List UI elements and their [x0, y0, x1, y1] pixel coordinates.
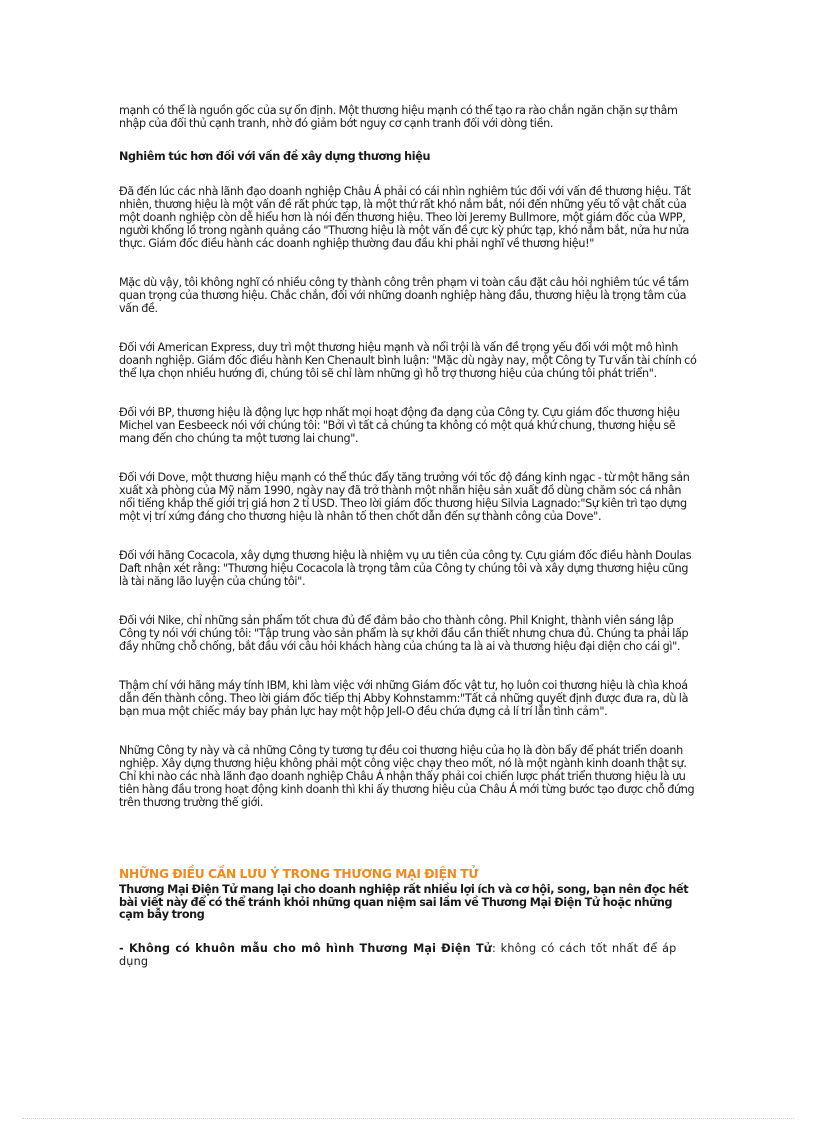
section-heading: Nghiêm túc hơn đối với vấn đề xây dựng thương hiệu	[119, 150, 431, 163]
body-paragraph: Mặc dù vậy, tôi không nghĩ có nhiều công ty thành công trên phạm vi toàn cầu đặt câu hỏi nghiêm túc về tầm quan trọng của thương hiệu. Chắc chắn, đối với những doanh nghiệp hàng đầu, thương hiệu là trọng tâm của vấn đề.	[119, 276, 689, 315]
body-paragraph: Đối với Dove, một thương hiệu mạnh có thể thúc đẩy tăng trưởng với tốc độ đáng kinh ngạc - từ một hãng sản xuất xà phòng của Mỹ năm 1990, ngày nay đã trở thành một nhãn hiệu sản xuất đồ dùng chăm sóc cá nhân nổi tiếng khắp thế giới trị giá hơn 2 tỉ USD. Theo lời giám đốc thương hiệu Silvia Lagnado:"Sự kiên trì tạo dựng một vị trí xứng đáng cho thương hiệu là nhân tố then chốt dẫn đến sự thành công của Dove".	[119, 471, 690, 523]
ecommerce-bullet	[119, 942, 699, 968]
ecommerce-title: NHỮNG ĐIỀU CẦN LƯU Ý TRONG THƯƠNG MẠI ĐIỆN TỬ	[119, 867, 479, 881]
body-paragraph: Đã đến lúc các nhà lãnh đạo doanh nghiệp Châu Á phải có cái nhìn nghiêm túc đối với vấn đề thương hiệu. Tất nhiên, thương hiệu là một vấn đề rất phức tạp, là một thứ rất khó nắm bắt, nói đến những yếu tố vật chất của một doanh nghiệp còn dễ hiểu hơn là nói đến thương hiệu. Theo lời Jeremy Bullmore, một giám đốc của WPP, người khổng lồ trong ngành quảng cáo "Thương hiệu là một vấn đề cực kỳ phức tạp, khó nắm bắt, nửa hư nửa thực. Giám đốc điều hành các doanh nghiệp thường đau đầu khi phải nghĩ về thương hiệu!"	[119, 185, 691, 250]
body-paragraph: Đối với hãng Cocacola, xây dựng thương hiệu là nhiệm vụ ưu tiên của công ty. Cựu giám đốc điều hành Doulas Daft nhận xét rằng: "Thương hiệu Cocacola là trọng tâm của Công ty chúng tôi và xây dựng thương hiệu cũng là tài năng lão luyện của chúng tôi".	[119, 549, 692, 588]
body-paragraph: Thậm chí với hãng máy tính IBM, khi làm việc với những Giám đốc vật tư, họ luôn coi thương hiệu là chìa khoá dẫn đến thành công. Theo lời giám đốc tiếp thị Abby Kohnstamm:"Tất cả những quyết định được đưa ra, dù là bạn mua một chiếc máy bay phản lực hay một hộp Jell-O đều chứa đựng cả lí trí lẫn tình cảm".	[119, 679, 689, 718]
bullet-rest-text: : không có cách tốt nhất để áp dụng	[119, 941, 677, 968]
ecommerce-intro: Thương Mại Điện Tử mang lại cho doanh nghiệp rất nhiều lợi ích và cơ hội, song, bạn nên đọc hết bài viết này để có thể tránh khỏi những quan niệm sai lầm về Thương Mại Điện Tử hoặc những cạm bẫy trong	[119, 883, 689, 921]
document-page	[119, 96, 699, 968]
body-paragraph: Những Công ty này và cả những Công ty tương tự đều coi thương hiệu của họ là đòn bẩy để phát triển doanh nghiệp. Xây dựng thương hiệu không phải một công việc chạy theo mốt, nó là một ngành kinh doanh thật sự. Chỉ khi nào các nhà lãnh đạo doanh nghiệp Châu Á nhận thấy phải coi chiến lược phát triển thương hiệu là ưu tiên hàng đầu trong hoạt động kinh doanh thì khi ấy thương hiệu của Châu Á mới từng bước tạo được chỗ đứng trên thương trường thế giới.	[119, 744, 695, 809]
body-paragraph: Đối với Nike, chỉ những sản phẩm tốt chưa đủ để đảm bảo cho thành công. Phil Knight, thành viên sáng lập Công ty nói với chúng tôi: "Tập trung vào sản phẩm là sự khởi đầu cần thiết nhưng chưa đủ. Chúng ta phải lấp đầy những chỗ chống, bắt đầu với câu hỏi khách hàng của chúng ta là ai và thương hiệu đại diện cho cái gì".	[119, 614, 689, 653]
body-paragraph: Đối với American Express, duy trì một thương hiệu mạnh và nổi trội là vấn đề trọng yếu đối với một mô hình doanh nghiệp. Giám đốc điều hành Ken Chenault bình luận: "Mặc dù ngày nay, một Công ty Tư vấn tài chính có thể lựa chọn nhiều hướng đi, chúng tôi sẽ chỉ làm những gì hỗ trợ thương hiệu của chúng tôi phát triển".	[119, 341, 697, 380]
page-bottom-divider	[22, 1118, 794, 1119]
bullet-bold-lead: - Không có khuôn mẫu cho mô hình Thương Mại Điện Tử	[119, 941, 492, 955]
body-paragraph: Đối với BP, thương hiệu là động lực hợp nhất mọi hoạt động đa dạng của Công ty. Cựu giám đốc thương hiệu Michel van Eesbeeck nói với chúng tôi: "Bởi vì tất cả chúng ta không có một quá khứ chung, thương hiệu sẽ mang đến cho chúng ta một tương lai chung".	[119, 406, 680, 445]
intro-paragraph: mạnh có thể là nguồn gốc của sự ổn định. Một thương hiệu mạnh có thể tạo ra rào chắn ngăn chặn sự thâm nhập của đối thủ cạnh tranh, nhờ đó giảm bớt nguy cơ cạnh tranh đối với dòng tiền.	[119, 104, 678, 130]
